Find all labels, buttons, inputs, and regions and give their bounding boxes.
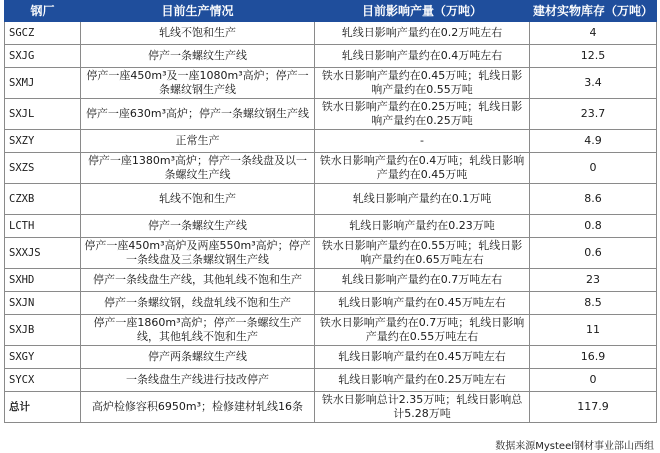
cell-status: 正常生产 <box>81 130 315 153</box>
data-source-note: 数据来源Mysteel钢材事业部山西组 <box>495 441 654 452</box>
cell-mill: SXZY <box>5 130 81 153</box>
cell-stock: 4 <box>530 22 657 45</box>
cell-stock: 23 <box>530 269 657 292</box>
cell-mill: SGCZ <box>5 22 81 45</box>
cell-stock: 23.7 <box>530 99 657 130</box>
cell-mill: SXJB <box>5 315 81 346</box>
cell-impact: 铁水日影响产量约在0.4万吨；轧线日影响产量约在0.45万吨 <box>315 153 530 184</box>
cell-mill: SXJG <box>5 45 81 68</box>
cell-mill: SXMJ <box>5 68 81 99</box>
cell-mill: SXZS <box>5 153 81 184</box>
table-row <box>5 68 657 99</box>
cell-stock: 0.8 <box>530 215 657 238</box>
cell-stock: 16.9 <box>530 346 657 369</box>
table-header-row <box>5 1 657 22</box>
table-row <box>5 22 657 45</box>
cell-mill: LCTH <box>5 215 81 238</box>
cell-status: 一条线盘生产线进行技改停产 <box>81 369 315 392</box>
table-row <box>5 215 657 238</box>
cell-status: 轧线不饱和生产 <box>81 184 315 215</box>
cell-impact: 轧线日影响产量约在0.25万吨左右 <box>315 369 530 392</box>
cell-impact: 铁水日影响总计2.35万吨；轧线日影响总计5.28万吨 <box>315 392 530 423</box>
cell-impact: 轧线日影响产量约在0.4万吨左右 <box>315 45 530 68</box>
cell-stock: 11 <box>530 315 657 346</box>
table-row-total <box>5 392 657 423</box>
table-row <box>5 153 657 184</box>
table-row <box>5 184 657 215</box>
cell-stock: 12.5 <box>530 45 657 68</box>
table-row <box>5 315 657 346</box>
cell-impact: 铁水日影响产量约在0.45万吨；轧线日影响产量约在0.55万吨 <box>315 68 530 99</box>
cell-mill: CZXB <box>5 184 81 215</box>
cell-mill: 总计 <box>5 392 81 423</box>
cell-impact: 轧线日影响产量约在0.2万吨左右 <box>315 22 530 45</box>
cell-status: 停产一条螺纹生产线 <box>81 215 315 238</box>
cell-mill: SXGY <box>5 346 81 369</box>
header-stock: 建材实物库存（万吨） <box>530 1 657 22</box>
cell-status: 停产一座450m³及一座1080m³高炉；停产一条螺纹钢生产线 <box>81 68 315 99</box>
header-mill: 钢厂 <box>5 1 81 22</box>
cell-status: 停产一条螺纹钢，线盘轧线不饱和生产 <box>81 292 315 315</box>
cell-stock: 8.5 <box>530 292 657 315</box>
cell-impact: 轧线日影响产量约在0.45万吨左右 <box>315 292 530 315</box>
cell-status: 停产一座1860m³高炉；停产一条螺纹生产线，其他轧线不饱和生产 <box>81 315 315 346</box>
header-status: 目前生产情况 <box>81 1 315 22</box>
cell-mill: SXHD <box>5 269 81 292</box>
table-row <box>5 99 657 130</box>
cell-stock: 8.6 <box>530 184 657 215</box>
cell-impact: 轧线日影响产量约在0.45万吨左右 <box>315 346 530 369</box>
table-row <box>5 45 657 68</box>
cell-impact: 轧线日影响产量约在0.7万吨左右 <box>315 269 530 292</box>
cell-impact: 铁水日影响产量约在0.55万吨；轧线日影响产量约在0.65万吨左右 <box>315 238 530 269</box>
cell-impact: 轧线日影响产量约在0.1万吨 <box>315 184 530 215</box>
steel-mill-table <box>4 0 657 423</box>
table-row <box>5 346 657 369</box>
cell-stock: 117.9 <box>530 392 657 423</box>
cell-mill: SYCX <box>5 369 81 392</box>
cell-status: 轧线不饱和生产 <box>81 22 315 45</box>
table-row <box>5 269 657 292</box>
cell-stock: 0 <box>530 153 657 184</box>
cell-stock: 3.4 <box>530 68 657 99</box>
cell-stock: 0 <box>530 369 657 392</box>
cell-status: 高炉检修容积6950m³；检修建材轧线16条 <box>81 392 315 423</box>
cell-mill: SXXJS <box>5 238 81 269</box>
cell-status: 停产两条螺纹生产线 <box>81 346 315 369</box>
cell-status: 停产一座450m³高炉及两座550m³高炉；停产一条线盘及三条螺纹钢生产线 <box>81 238 315 269</box>
table-row <box>5 292 657 315</box>
cell-impact: - <box>315 130 530 153</box>
cell-impact: 轧线日影响产量约在0.23万吨 <box>315 215 530 238</box>
cell-status: 停产一座1380m³高炉；停产一条线盘及以一条螺纹生产线 <box>81 153 315 184</box>
cell-mill: SXJL <box>5 99 81 130</box>
cell-mill: SXJN <box>5 292 81 315</box>
cell-status: 停产一条螺纹生产线 <box>81 45 315 68</box>
table-row <box>5 238 657 269</box>
cell-status: 停产一座630m³高炉；停产一条螺纹钢生产线 <box>81 99 315 130</box>
cell-status: 停产一条线盘生产线，其他轧线不饱和生产 <box>81 269 315 292</box>
table-row <box>5 369 657 392</box>
cell-impact: 铁水日影响产量约在0.25万吨；轧线日影响产量约在0.25万吨 <box>315 99 530 130</box>
cell-stock: 0.6 <box>530 238 657 269</box>
header-impact: 目前影响产量（万吨） <box>315 1 530 22</box>
table-row <box>5 130 657 153</box>
cell-stock: 4.9 <box>530 130 657 153</box>
cell-impact: 铁水日影响产量约在0.7万吨；轧线日影响产量约在0.55万吨左右 <box>315 315 530 346</box>
